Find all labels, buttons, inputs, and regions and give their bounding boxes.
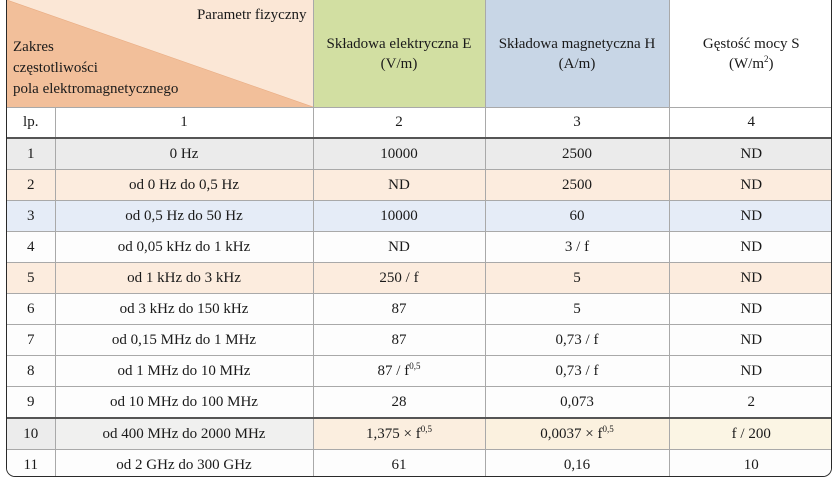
table-row [7,387,832,419]
row-lp-cell: 11 [7,450,55,478]
header-row [7,0,832,108]
row-e-cell: 61 [313,450,485,478]
column-number-2: 2 [313,108,485,139]
row-e-cell: $1,375 \times f^{0,5}$ [313,418,485,450]
row-range-cell: od 2 GHz do 300 GHz [55,450,313,478]
row-s-cell: ND [669,263,832,294]
row-s-cell: ND [669,356,832,387]
row-h-cell: 0,073 [485,387,669,419]
row-s-cell: ND [669,138,832,170]
row-s-cell: ND [669,170,832,201]
header-electric-component: Składowa elektryczna E (V/m) [313,0,485,108]
row-e-cell: 87 [313,294,485,325]
row-h-cell: 5 [485,294,669,325]
row-range-cell: od 3 kHz do 150 kHz [55,294,313,325]
table-row [7,138,832,170]
row-e-cell: ND [313,232,485,263]
row-s-cell: 2 [669,387,832,419]
table-row [7,294,832,325]
row-h-cell: $0,0037 \times f^{0,5}$ [485,418,669,450]
column-number-row [7,108,832,139]
row-range-cell: 0 Hz [55,138,313,170]
row-s-cell: f / 200 [669,418,832,450]
column-number-4: 4 [669,108,832,139]
table-row [7,263,832,294]
row-e-cell: 10000 [313,138,485,170]
row-range-cell: od 10 MHz do 100 MHz [55,387,313,419]
field-limits-table [7,0,832,477]
row-e-cell: 250 / f [313,263,485,294]
row-range-cell: od 0,5 Hz do 50 Hz [55,201,313,232]
header-magnetic-component: Składowa magnetyczna H (A/m) [485,0,669,108]
table-row [7,356,832,387]
row-lp-cell: 9 [7,387,55,419]
row-s-cell: 10 [669,450,832,478]
row-h-cell: 0,16 [485,450,669,478]
column-number-1: 1 [55,108,313,139]
row-h-cell: 0,73 / f [485,356,669,387]
header-power-density: Gęstość mocy S $(W/m^2)$ [669,0,832,108]
row-h-cell: 60 [485,201,669,232]
corner-parameter-label: Parametr fizyczny [196,7,307,23]
row-range-cell: od 0,05 kHz do 1 kHz [55,232,313,263]
row-range-cell: od 0,15 MHz do 1 MHz [55,325,313,356]
row-e-cell: 10000 [313,201,485,232]
row-lp-cell: 2 [7,170,55,201]
row-range-cell: od 0 Hz do 0,5 Hz [55,170,313,201]
row-lp-cell: 5 [7,263,55,294]
row-h-cell: 2500 [485,170,669,201]
row-range-cell: od 1 kHz do 3 kHz [55,263,313,294]
row-e-cell: ND [313,170,485,201]
column-number-lp: lp. [7,108,55,139]
row-lp-cell: 8 [7,356,55,387]
row-e-cell: 28 [313,387,485,419]
corner-header-cell [7,0,313,108]
row-s-cell: ND [669,232,832,263]
table-row [7,201,832,232]
limits-table-frame [6,0,832,477]
corner-range-label: Zakres częstotliwości pola elektromagnetycznego [13,39,179,97]
row-h-cell: 3 / f [485,232,669,263]
table-row [7,450,832,478]
row-range-cell: od 400 MHz do 2000 MHz [55,418,313,450]
row-s-cell: ND [669,325,832,356]
row-lp-cell: 4 [7,232,55,263]
row-h-cell: 5 [485,263,669,294]
table-row [7,418,832,450]
row-h-cell: 0,73 / f [485,325,669,356]
row-range-cell: od 1 MHz do 10 MHz [55,356,313,387]
row-lp-cell: 6 [7,294,55,325]
row-e-cell: $87 / f^{0,5}$ [313,356,485,387]
table-row [7,325,832,356]
row-s-cell: ND [669,294,832,325]
row-h-cell: 2500 [485,138,669,170]
column-number-3: 3 [485,108,669,139]
row-s-cell: ND [669,201,832,232]
row-lp-cell: 3 [7,201,55,232]
row-lp-cell: 7 [7,325,55,356]
row-lp-cell: 10 [7,418,55,450]
row-lp-cell: 1 [7,138,55,170]
row-e-cell: 87 [313,325,485,356]
table-row [7,232,832,263]
table-row [7,170,832,201]
